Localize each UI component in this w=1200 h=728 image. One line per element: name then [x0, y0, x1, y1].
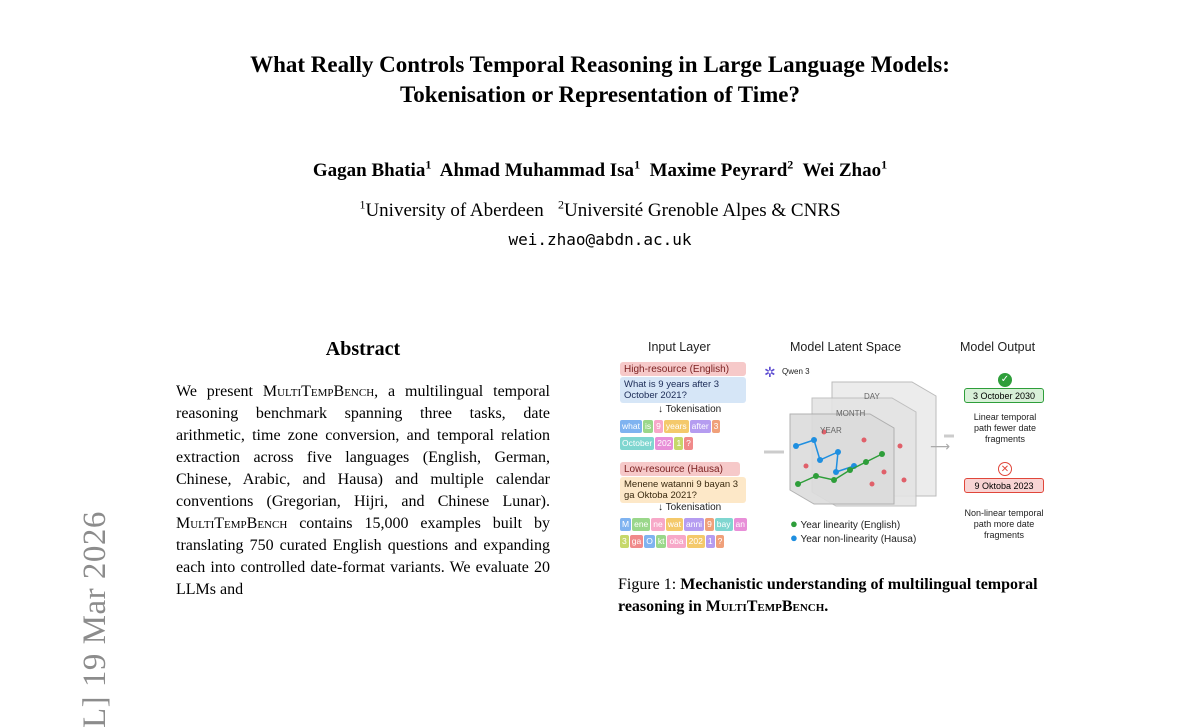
cube-label-day: DAY: [864, 392, 880, 401]
token-chip: 202: [657, 438, 672, 448]
blue-dot-icon: ●: [790, 530, 798, 545]
token-chip: anni: [685, 519, 703, 529]
token-chip: 1: [676, 438, 682, 448]
legend-green: ● Year linearity (English): [790, 516, 901, 531]
token-chip: years: [665, 421, 687, 431]
figure-1: [614, 336, 1054, 556]
token-chip: ene: [634, 519, 649, 529]
token-chip: M: [622, 519, 630, 529]
paper-title: [0, 50, 1200, 110]
low-resource-question: Menene watanni 9 bayan 3 ga Oktoba 2021?: [620, 477, 746, 503]
author: Maxime Peyrard$^2$: [649, 157, 794, 181]
token-chip: kt: [657, 536, 665, 546]
author-list: [0, 158, 1200, 184]
high-resource-question: What is 9 years after 3 October 2021?: [620, 377, 746, 403]
model-name: Qwen 3: [782, 367, 810, 376]
figure-caption: Figure 1: Mechanistic understanding of multilingual temporal reasoning in MultiTempBench.: [618, 576, 1038, 615]
token-chip: ?: [717, 536, 723, 546]
cube-label-month: MONTH: [836, 409, 866, 418]
affiliations: [0, 198, 1200, 224]
output-correct-desc: Linear temporal path fewer date fragments: [973, 412, 1037, 444]
token-chip: ga: [631, 536, 642, 546]
contact-email: wei.zhao@abdn.ac.uk: [508, 230, 692, 249]
token-chip: an: [735, 519, 745, 529]
high-resource-label: High-resource (English): [620, 362, 746, 376]
output-wrong-desc: Non-linear temporal path more date fragments: [964, 508, 1044, 540]
token-chip: is: [644, 421, 652, 431]
token-chip: after: [691, 421, 709, 431]
low-resource-label: Low-resource (Hausa): [620, 462, 740, 476]
token-chip: wat: [667, 519, 681, 529]
token-chip: ?: [686, 438, 691, 448]
token-chip: what: [622, 421, 640, 431]
title-line-2: Tokenisation or Representation of Time?: [400, 82, 800, 107]
token-chip: 202: [688, 536, 703, 546]
token-chip: oba: [669, 536, 684, 546]
token-chip: 3: [713, 421, 719, 431]
header-latent-space: Model Latent Space: [790, 340, 902, 354]
author: Gagan Bhatia$^1$: [312, 157, 432, 181]
affiliation: $^1$University of Aberdeen: [359, 197, 544, 221]
cube-label-year: YEAR: [820, 426, 842, 435]
token-chip: October: [622, 438, 653, 448]
token-chip: ne: [653, 519, 663, 529]
legend-blue: ● Year non-linearity (Hausa): [790, 530, 917, 545]
token-chip: bay: [716, 519, 731, 529]
abstract-text: We present MultiTempBench, a multilingual temporal reasoning benchmark spanning three tasks, date arithmetic, time zone conversion, and temporal relation extraction across five languages (English, German, Chinese, Arabic, and Hausa) and multiple calendar conventions (Gregorian, Hijri, and Chinese Lunar). MultiTempBench contains 15,000 examples built by translating 750 curated English questions and expanding each into controlled date-format variants. We evaluate 20 LLMs and: [176, 383, 551, 598]
token-chip: 9: [707, 519, 712, 529]
author: Ahmad Muhammad Isa$^1$: [439, 157, 641, 181]
author: Wei Zhao$^1$: [802, 157, 888, 181]
tokens-high: [620, 418, 752, 452]
token-chip: 9: [656, 421, 661, 431]
latent-space-cube: [754, 376, 954, 506]
qwen-logo-icon: ✲: [764, 364, 776, 380]
output-wrong: 9 Oktoba 2023: [964, 478, 1044, 493]
tokenisation-arrow-high: ↓ Tokenisation: [658, 404, 722, 415]
output-correct: 3 October 2030: [964, 388, 1044, 403]
arrow-to-output-icon: ⟶: [930, 438, 951, 454]
token-chip: O: [646, 536, 653, 546]
green-dot-icon: ●: [790, 516, 798, 531]
header-input-layer: Input Layer: [648, 340, 711, 354]
token-chip: 3: [622, 536, 627, 546]
correct-check-icon: ✓: [998, 373, 1012, 387]
header-model-output: Model Output: [960, 340, 1036, 354]
title-line-1: What Really Controls Temporal Reasoning in Large Language Models:: [250, 52, 950, 77]
arxiv-stamp: L] 19 Mar 2026: [77, 511, 113, 728]
wrong-cross-icon: ✕: [998, 462, 1012, 476]
token-chip: 1: [707, 536, 713, 546]
abstract-heading: Abstract: [325, 338, 401, 360]
tokenisation-arrow-low: ↓ Tokenisation: [658, 502, 722, 513]
tokens-low: [620, 516, 756, 550]
affiliation: $^2$Université Grenoble Alpes & CNRS: [558, 197, 841, 221]
